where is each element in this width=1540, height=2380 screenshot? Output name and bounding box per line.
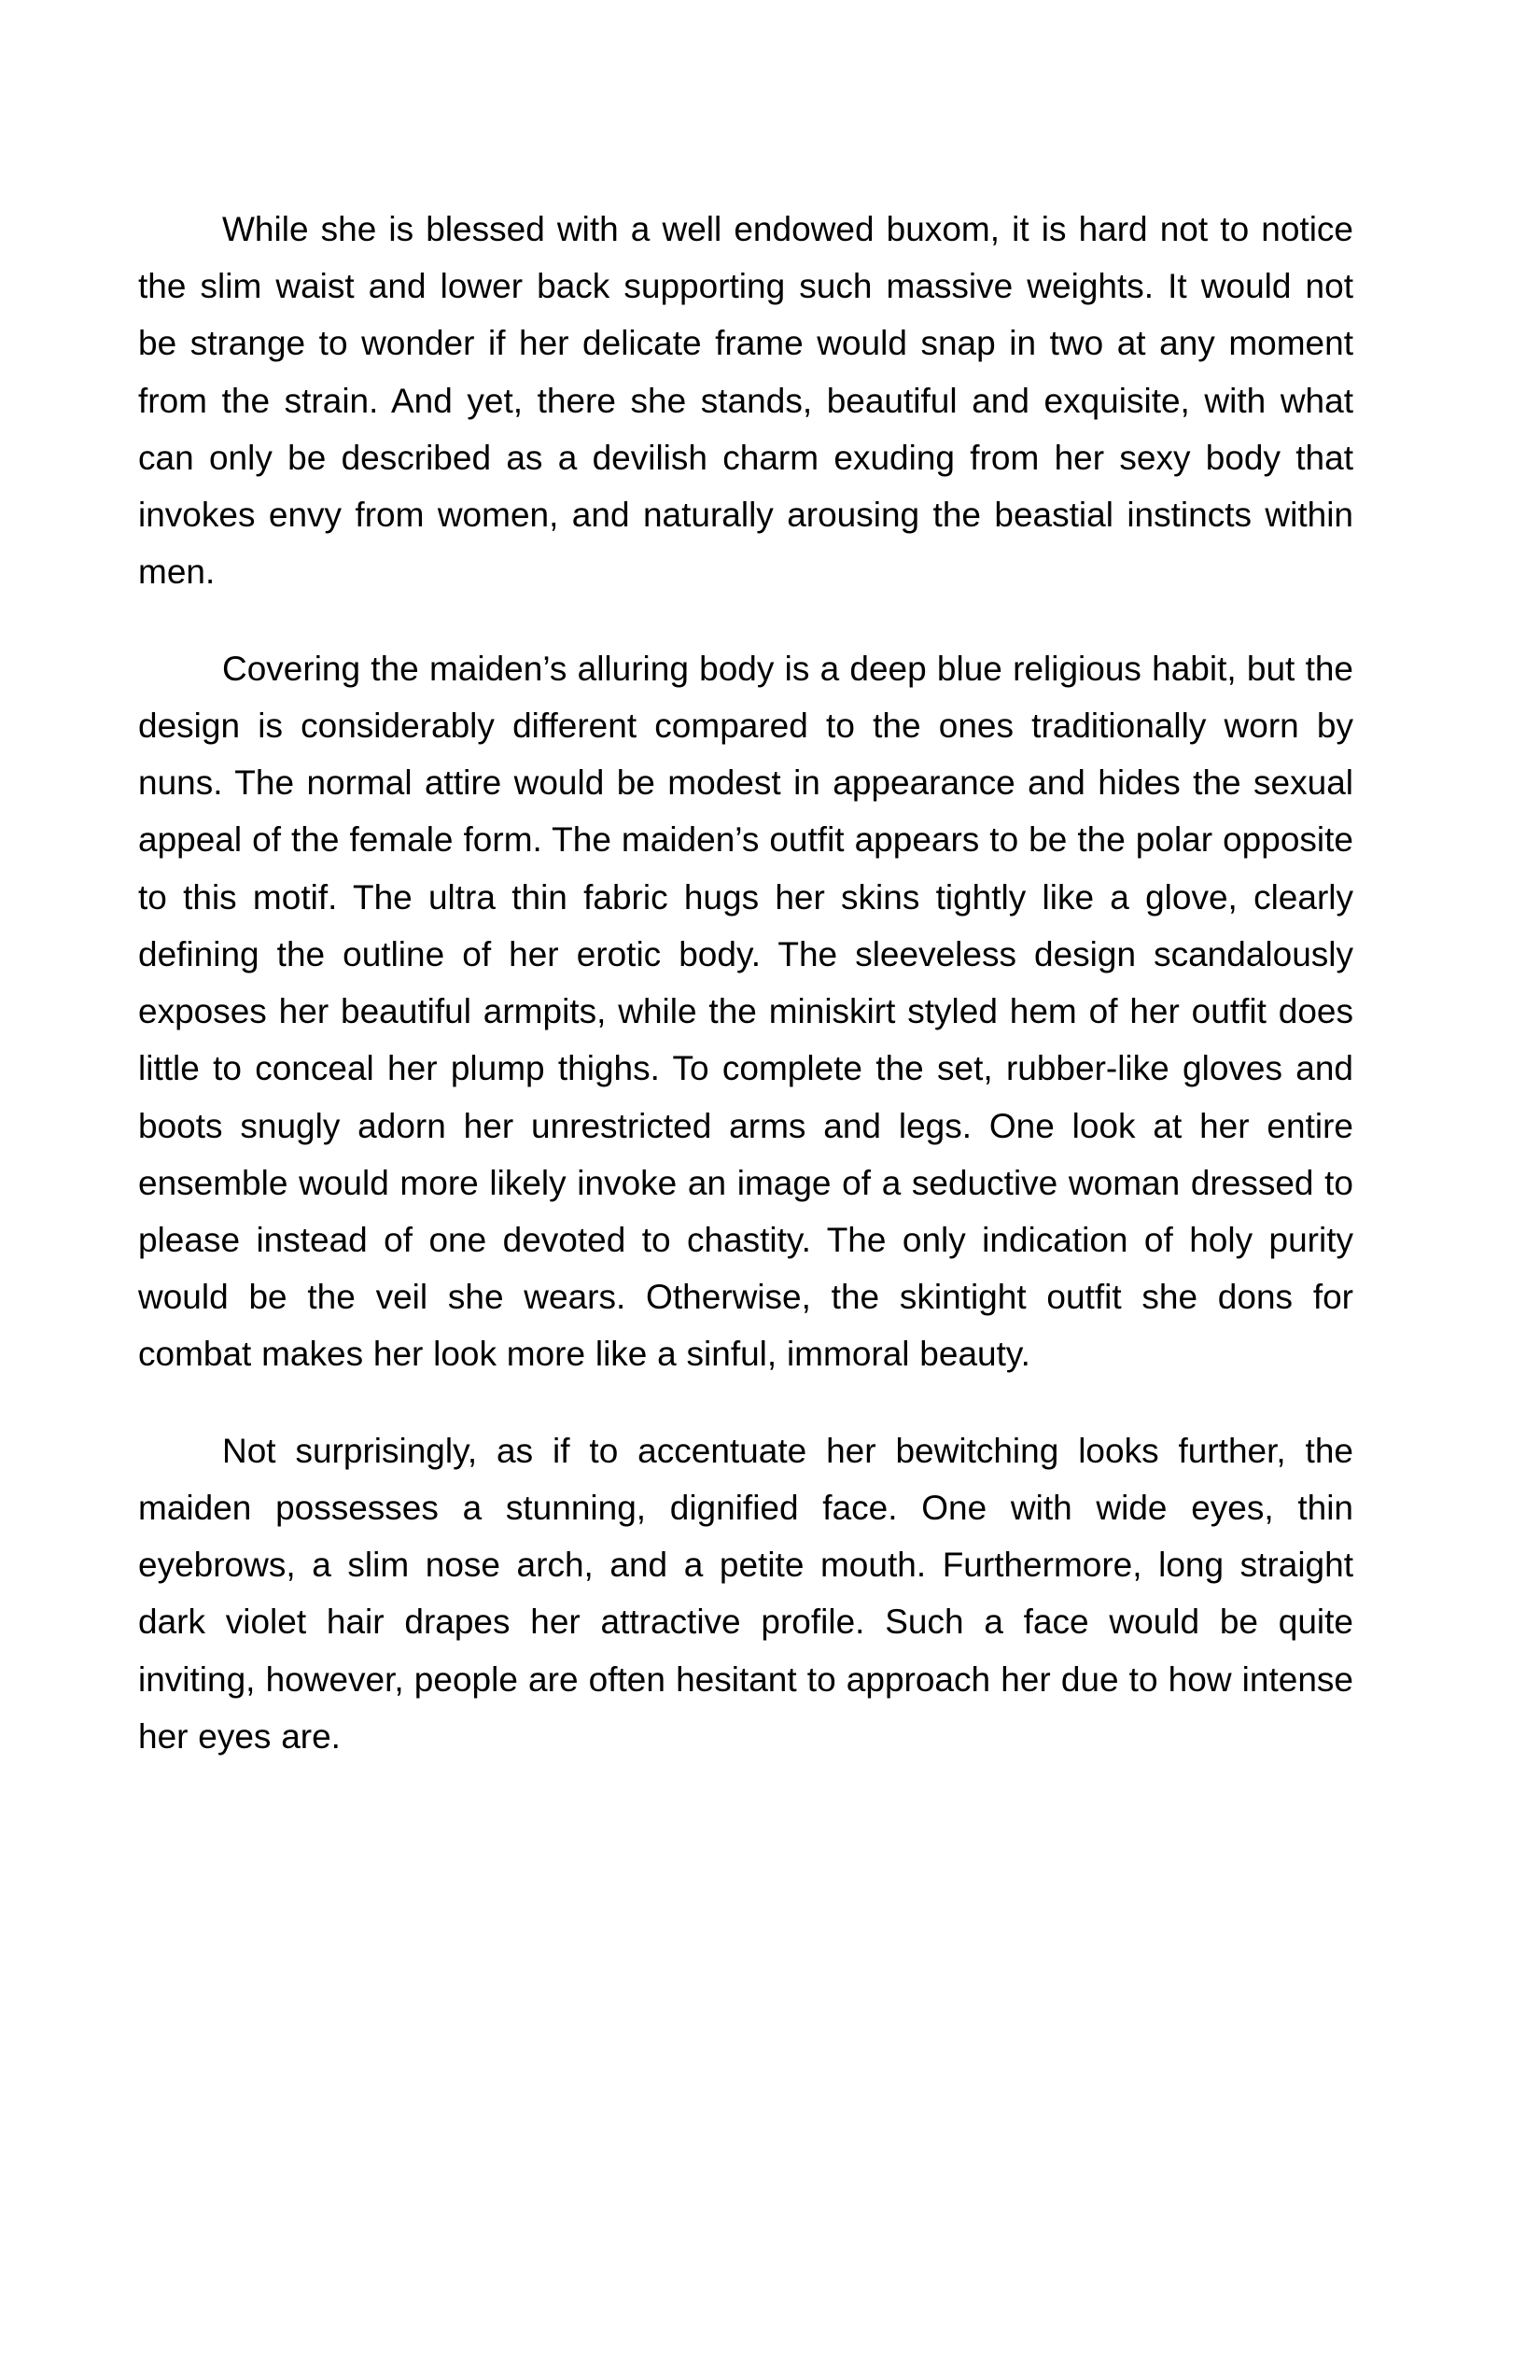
paragraph-3: Not surprisingly, as if to accentuate her bewitching looks further, the maiden possesses a stunning, dignified face. One with wide eyes, thin eyebrows, a slim nose arch, and a petite mouth. Furthermore, long straight dark violet hair drapes her attractive profile. Such a face would be quite inviting, however, people are often hesitant to approach her due to how intense her eyes are.: [138, 1431, 1353, 1756]
document-body: [138, 201, 1353, 1765]
paragraph-2: Covering the maiden’s alluring body is a deep blue religious habit, but the design is considerably different compared to the ones traditionally worn by nuns. The normal attire would be modest in appearance and hides the sexual appeal of the female form. The maiden’s outfit appears to be the polar opposite to this motif. The ultra thin fabric hugs her skins tightly like a glove, clearly defining the outline of her erotic body. The sleeveless design scandalously exposes her beautiful armpits, while the miniskirt styled hem of her outfit does little to conceal her plump thighs. To complete the set, rubber-like gloves and boots snugly adorn her unrestricted arms and legs. One look at her entire ensemble would more likely invoke an image of a seductive woman dressed to please instead of one devoted to chastity. The only indication of holy purity would be the veil she wears. Otherwise, the skintight outfit she dons for combat makes her look more like a sinful, immoral beauty.: [138, 649, 1353, 1374]
paragraph-1: While she is blessed with a well endowed buxom, it is hard not to notice the slim waist and lower back supporting such massive weights. It would not be strange to wonder if her delicate frame would snap in two at any moment from the strain. And yet, there she stands, beautiful and exquisite, with what can only be described as a devilish charm exuding from her sexy body that invokes envy from women, and naturally arousing the beastial instincts within men.: [138, 210, 1353, 592]
